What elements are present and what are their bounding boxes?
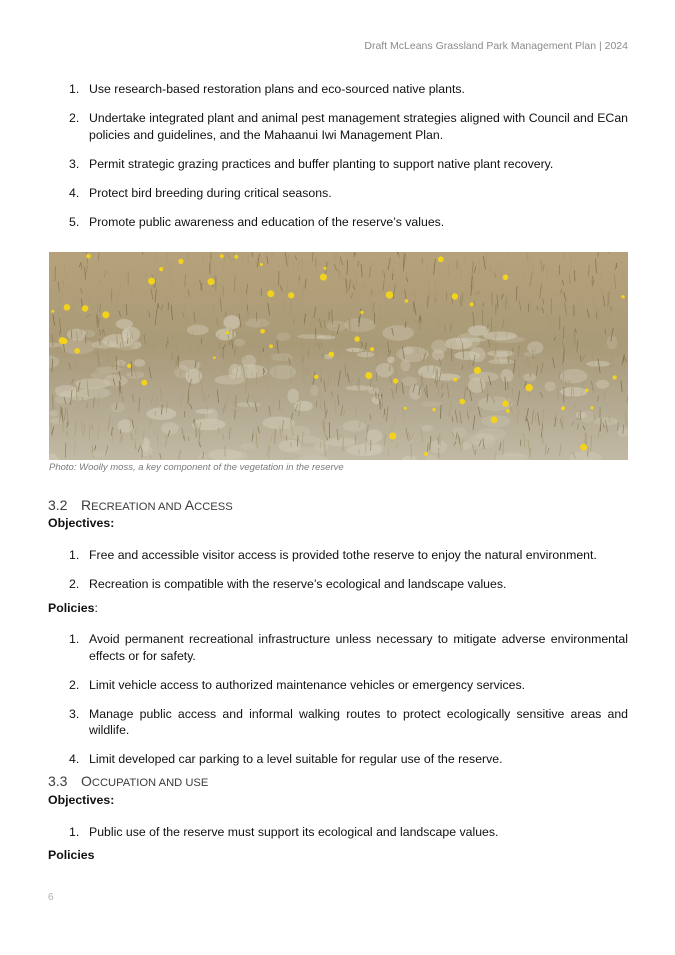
yellow-flower: [220, 254, 224, 258]
list-item: [48, 631, 628, 664]
list-item: [48, 214, 628, 231]
yellow-flower: [526, 384, 533, 391]
photo-caption: Photo: Woolly moss, a key component of the vegetation in the reserve: [49, 462, 344, 473]
yellow-flower: [453, 378, 457, 382]
occupation-objectives-list: [48, 824, 628, 853]
yellow-flower: [320, 274, 327, 281]
section-title-text: CCESS: [194, 501, 233, 513]
list-number: 1.: [69, 82, 80, 96]
yellow-flower: [226, 331, 229, 334]
list-item: [48, 547, 628, 564]
list-text: Recreation is compatible with the reserve’s ecological and landscape values.: [89, 577, 507, 591]
yellow-flower: [438, 256, 444, 262]
yellow-flower: [234, 255, 238, 259]
list-item: [48, 751, 628, 768]
yellow-flower: [590, 406, 593, 409]
list-number: 3.: [69, 706, 80, 721]
yellow-flower: [460, 399, 466, 405]
yellow-flower: [102, 311, 109, 318]
yellow-flower: [470, 302, 474, 306]
yellow-flower: [82, 305, 89, 312]
list-number: 1.: [69, 825, 80, 839]
list-item: [48, 185, 628, 202]
list-number: 4.: [69, 185, 80, 200]
yellow-flower: [288, 292, 294, 298]
yellow-flower: [580, 444, 587, 451]
section-title-initial: R: [81, 497, 92, 513]
section-number: 3.2: [48, 497, 68, 513]
yellow-flower: [621, 295, 624, 298]
yellow-flower: [127, 364, 131, 368]
management-actions-list: [48, 81, 628, 243]
policies-label: Policies: [48, 848, 95, 862]
list-item: [48, 81, 628, 98]
section-number: 3.3: [48, 773, 68, 789]
yellow-flower: [432, 408, 435, 411]
yellow-flower: [74, 348, 80, 354]
list-text: Undertake integrated plant and animal pest management strategies aligned with Council and ECan policies and guidelines, and the Mahaanui Iwi Management Plan.: [89, 111, 628, 142]
yellow-flower: [329, 352, 335, 358]
grassland-photo: [49, 252, 628, 460]
yellow-flower: [159, 267, 163, 271]
yellow-flower: [386, 291, 393, 298]
list-item: [48, 677, 628, 694]
list-text: Limit developed car parking to a level suitable for regular use of the reserve.: [89, 752, 503, 766]
yellow-flower: [561, 406, 565, 410]
section-heading-3-2: [48, 497, 233, 513]
yellow-flower: [452, 293, 458, 299]
list-text: Free and accessible visitor access is provided tothe reserve to enjoy the natural environment.: [89, 548, 597, 562]
yellow-flower: [178, 259, 183, 264]
yellow-flower: [360, 311, 363, 314]
list-item: [48, 824, 628, 841]
list-item: [48, 706, 628, 739]
yellow-flower: [260, 263, 263, 266]
list-text: Use research-based restoration plans and eco-sourced native plants.: [89, 82, 465, 96]
list-item: [48, 576, 628, 593]
section-title-text: ECREATION AND: [91, 501, 185, 513]
recreation-objectives-list: [48, 547, 628, 605]
list-text: Public use of the reserve must support its ecological and landscape values.: [89, 825, 499, 839]
list-item: [48, 156, 628, 173]
yellow-flower: [506, 409, 510, 413]
list-number: 1.: [69, 632, 80, 646]
list-number: 5.: [69, 214, 80, 229]
list-text: Protect bird breeding during critical seasons.: [89, 185, 332, 200]
yellow-flower: [51, 310, 54, 313]
yellow-flower: [267, 290, 274, 297]
yellow-flower: [208, 278, 215, 285]
objectives-label: Objectives:: [48, 793, 115, 807]
recreation-policies-list: [48, 631, 628, 780]
yellow-flower: [365, 372, 372, 379]
yellow-flower: [314, 375, 318, 379]
yellow-flower: [269, 344, 273, 348]
yellow-flower: [491, 416, 498, 423]
policies-label-text: Policies: [48, 601, 95, 615]
list-text: Manage public access and informal walking routes to protect ecologically sensitive areas and wildlife.: [89, 706, 628, 737]
yellow-flower: [503, 275, 509, 281]
policies-label-colon: :: [94, 601, 98, 615]
yellow-flower: [389, 432, 396, 439]
list-text: Avoid permanent recreational infrastructure unless necessary to mitigate adverse environmental effects or for safety.: [89, 632, 628, 663]
list-number: 2.: [69, 111, 80, 125]
page-number: 6: [48, 892, 54, 903]
list-item: [48, 110, 628, 143]
list-number: 4.: [69, 752, 80, 766]
list-number: 2.: [69, 577, 80, 591]
yellow-flower: [213, 356, 216, 359]
list-text: Promote public awareness and education of the reserve’s values.: [89, 214, 445, 229]
section-title-text: CCUPATION AND USE: [91, 777, 209, 789]
grassland-photo-image: [49, 252, 628, 460]
yellow-flower: [86, 254, 91, 259]
yellow-flower: [148, 278, 155, 285]
section-title-initial: A: [184, 497, 195, 513]
yellow-flower: [424, 452, 428, 456]
yellow-flower: [370, 347, 374, 351]
yellow-flower: [502, 400, 508, 406]
yellow-flower: [393, 378, 398, 383]
yellow-flower: [61, 338, 67, 344]
list-text: Permit strategic grazing practices and buffer planting to support native plant recovery.: [89, 156, 554, 171]
list-number: 1.: [69, 548, 80, 562]
yellow-flower: [613, 375, 617, 379]
yellow-flower: [324, 267, 327, 270]
yellow-flower: [354, 336, 360, 342]
yellow-flower: [405, 299, 409, 303]
objectives-label: Objectives:: [48, 516, 115, 530]
list-number: 3.: [69, 156, 80, 171]
yellow-flower: [404, 407, 407, 410]
yellow-flower: [141, 380, 147, 386]
section-heading-3-3: [48, 773, 208, 789]
policies-label: [48, 601, 98, 615]
yellow-flower: [64, 304, 71, 311]
running-header: Draft McLeans Grassland Park Management Plan | 2024: [364, 40, 628, 52]
yellow-flower: [260, 329, 265, 334]
yellow-flower: [474, 367, 481, 374]
yellow-flower: [585, 389, 589, 393]
list-text: Limit vehicle access to authorized maintenance vehicles or emergency services.: [89, 677, 526, 692]
list-number: 2.: [69, 677, 80, 692]
section-title-initial: O: [81, 773, 92, 789]
